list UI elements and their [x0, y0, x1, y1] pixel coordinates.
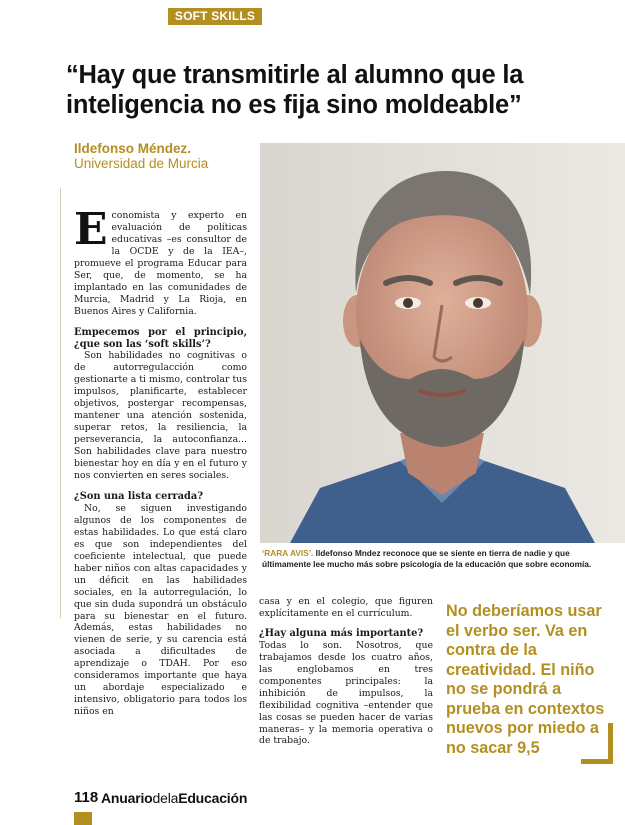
- author-institution: Universidad de Murcia: [74, 156, 209, 171]
- article-column-2: [259, 596, 433, 747]
- pull-quote: No deberíamos usar el verbo ser. Va en contra de la creatividad. El niño no se pondrá a prueba en contextos nuevos por miedo a no sacar 9,5: [446, 602, 605, 757]
- drop-cap: E: [74, 204, 108, 255]
- headline: “Hay que transmitirle al alumno que la inteligencia no es fija sino moldeable”: [66, 61, 524, 119]
- author-byline: [74, 141, 208, 171]
- publication-title-part: Anuario: [101, 790, 153, 806]
- publication-title: [101, 790, 247, 806]
- publication-title-part: de: [152, 790, 168, 806]
- caption-text: Ildefonso Mndez reconoce que se siente en tierra de nadie y que últimamente lee mucho más sobre psicología de la educación que sobre economía.: [262, 548, 592, 569]
- intro-text: conomista y experto en evaluación de políticas educativas –es consultor de la OCDE y de la IEA–, promueve el programa Educar para Ser, que, de momento, se ha implantado en las comunidades de Murcia, Madrid y La Rioja, en Buenos Aires y California.: [74, 210, 247, 317]
- footer-tab: [74, 812, 92, 825]
- section-label: SOFT SKILLS: [168, 8, 262, 25]
- question: ¿Hay alguna más importante?: [259, 627, 424, 639]
- answer: No, se siguen investigando algunos de los componentes de estas habilidades. Lo que está claro es que son independientes del coeficiente intelectual, que puede haber niños con altas capacidades y un déficit en las habilidades sociales, en la autorregulación, lo que sin duda supondrá un obstáculo para su bienestar en el futuro. Además, estas habilidades no vienen de serie, y su carencia está asociada a dificultades de aprendizaje o TDAH. Por eso consideramos importante que haya un abordaje especializado e intensivo, obligatorio para todos los niños en: [74, 502, 247, 718]
- question: ¿Son una lista cerrada?: [74, 490, 203, 502]
- question: Empecemos por el principio, ¿que son las ‘soft skills’?: [74, 326, 247, 350]
- publication-title-part: la: [167, 790, 179, 806]
- intro-paragraph: [74, 204, 247, 318]
- caption-lead: ‘RARA AVIS’.: [262, 548, 314, 558]
- answer: Todas lo son. Nosotros, que trabajamos desde los cuatro años, las englobamos en tres componentes principales: la inhibición de impulsos, la flexibilidad cognitiva –entender que las cosas se pueden hacer de varias maneras– y la memoria operativa o de trabajo.: [259, 639, 433, 747]
- answer: Son habilidades no cognitivas o de autorregulacción como gestionarte a ti mismo, controlar tus impulsos, planificarte, establecer objetivos, postergar recompensas, mantener una atención sostenida, superar retos, la resiliencia, la perseverancia, la autoconfianza... Son habilidades clave para nuestro bienestar hoy en día y en el futuro y nos convierten en seres sociales.: [74, 350, 247, 482]
- page-number: 118: [74, 789, 99, 806]
- pull-quote-bracket: [608, 723, 613, 764]
- publication-title-part: Educación: [178, 790, 248, 806]
- column-rule: [60, 188, 61, 618]
- portrait-photo: [260, 143, 625, 543]
- article-column-1: [74, 204, 247, 718]
- photo-caption: [262, 548, 612, 570]
- pull-quote-bracket: [581, 759, 613, 764]
- continuation-text: casa y en el colegio, que figuren explícitamente en el currículum.: [259, 596, 433, 619]
- author-name: Ildefonso Méndez.: [74, 141, 192, 156]
